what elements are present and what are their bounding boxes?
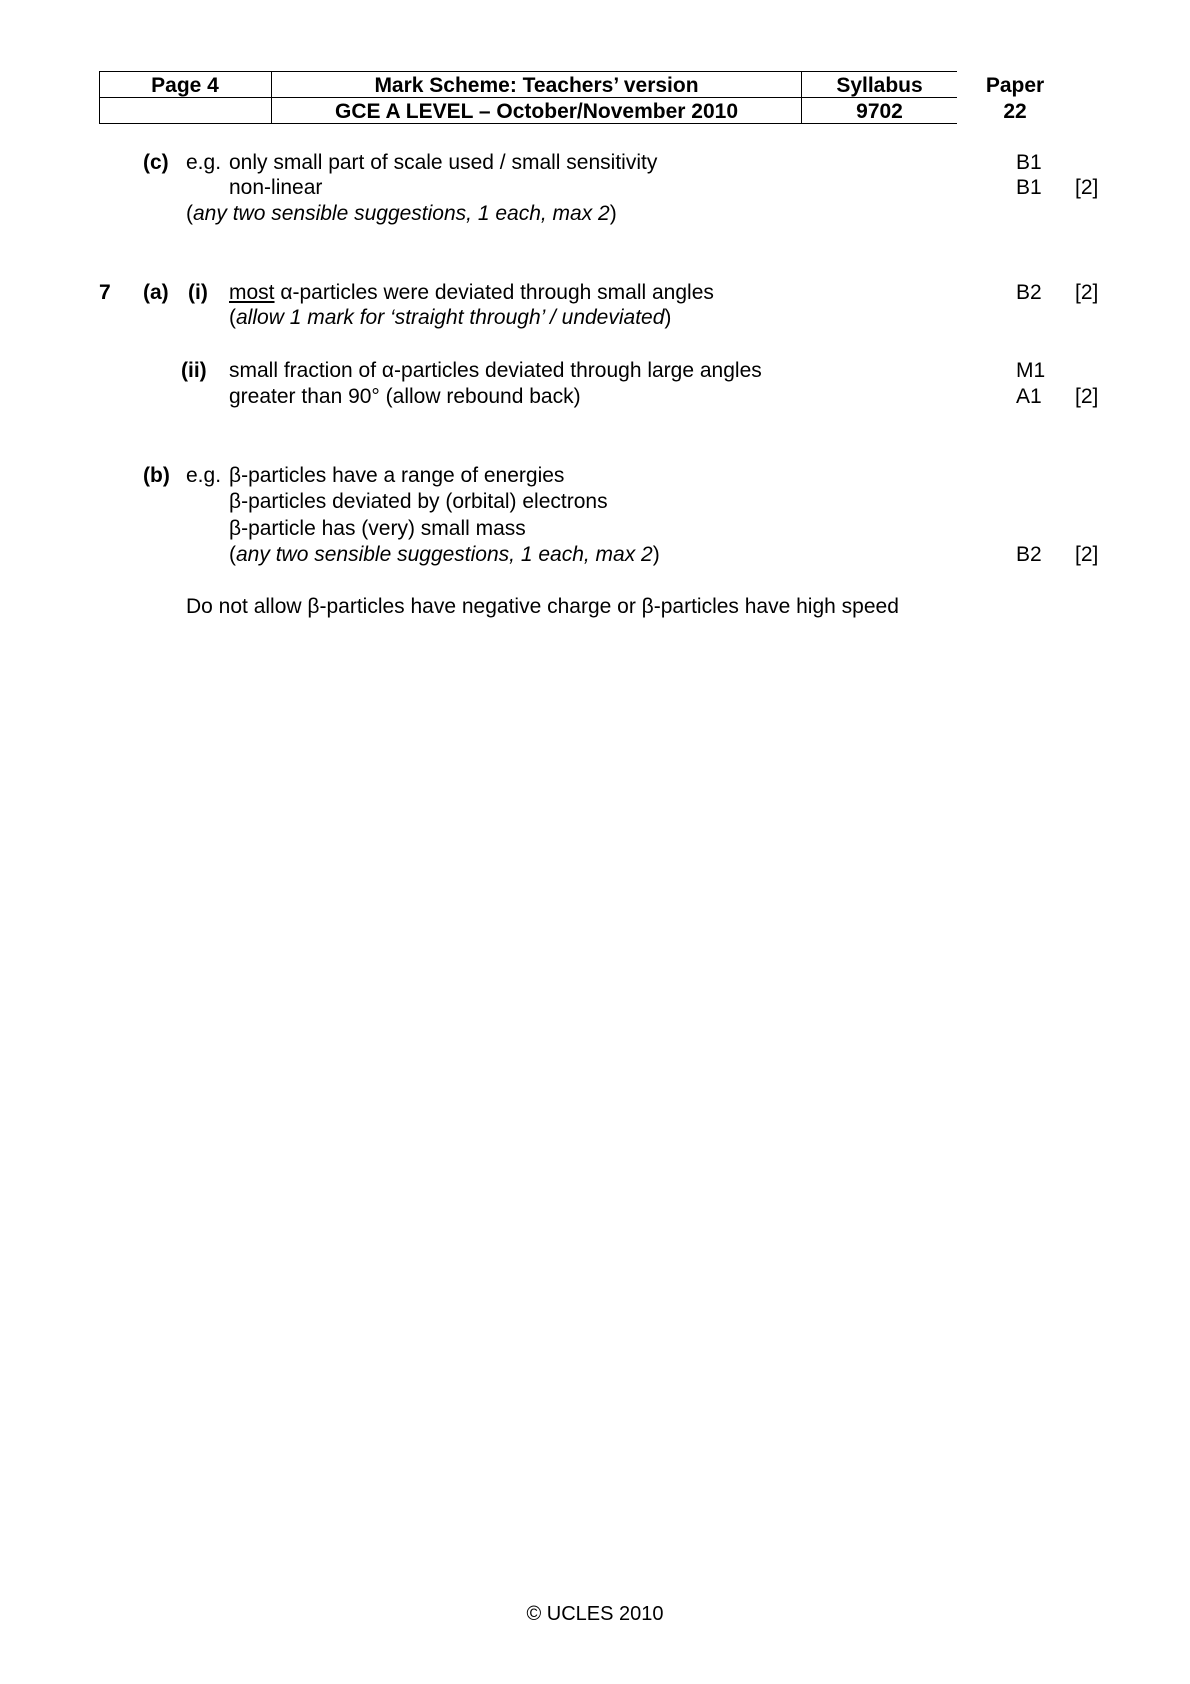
- q7b-eg: e.g.: [186, 464, 222, 487]
- page-label: Page 4: [151, 74, 219, 97]
- q7b-answer-line-3: β-particle has (very) small mass: [229, 517, 526, 540]
- q7b-part-label: (b): [143, 464, 170, 487]
- q7aii-mark-2: A1: [1016, 385, 1042, 408]
- q7ai-note: (allow 1 mark for ‘straight through’ / undeviated): [229, 306, 672, 329]
- q6c-note: (any two sensible suggestions, 1 each, max 2): [186, 202, 617, 225]
- exam-session: GCE A LEVEL – October/November 2010: [334, 100, 739, 123]
- q6c-answer-line-1: only small part of scale used / small sensitivity: [229, 151, 658, 174]
- q6c-mark-2: B1: [1016, 176, 1042, 199]
- q7ai-answer-line-1: most α-particles were deviated through small angles: [229, 281, 714, 304]
- document-title: Mark Scheme: Teachers’ version: [374, 74, 699, 97]
- q7a-part-label: (a): [143, 281, 169, 304]
- copyright-footer: © UCLES 2010: [526, 1603, 664, 1625]
- q7aii-answer-line-2: greater than 90° (allow rebound back): [229, 385, 581, 408]
- q7b-footnote: Do not allow β-particles have negative charge or β-particles have high speed: [186, 595, 899, 618]
- q7b-note: (any two sensible suggestions, 1 each, max 2): [229, 543, 660, 566]
- q7b-total: [2]: [1075, 543, 1099, 566]
- paper-label: Paper: [985, 74, 1045, 97]
- q7b-answer-line-1: β-particles have a range of energies: [229, 464, 565, 487]
- q7ai-total: [2]: [1075, 281, 1099, 304]
- header-table: [99, 71, 957, 124]
- syllabus-label: Syllabus: [836, 74, 923, 97]
- q6c-total: [2]: [1075, 176, 1099, 199]
- syllabus-code: 9702: [856, 100, 903, 123]
- q6c-eg: e.g.: [186, 151, 222, 174]
- q6c-part-label: (c): [143, 151, 169, 174]
- header-bottom-rule: [99, 123, 957, 124]
- q7ai-sub-label: (i): [188, 281, 208, 304]
- q7ai-mark: B2: [1016, 281, 1042, 304]
- q7aii-total: [2]: [1075, 385, 1099, 408]
- paper-number: 22: [1003, 100, 1027, 123]
- header-top-rule: [99, 71, 957, 72]
- q6c-mark-1: B1: [1016, 151, 1042, 174]
- q6c-answer-line-2: non-linear: [229, 176, 323, 199]
- header-middle-rule: [99, 97, 957, 98]
- q7aii-sub-label: (ii): [181, 359, 207, 382]
- q7aii-answer-line-1: small fraction of α-particles deviated through large angles: [229, 359, 762, 382]
- q7b-mark: B2: [1016, 543, 1042, 566]
- q7aii-mark-1: M1: [1016, 359, 1046, 382]
- q7b-answer-line-2: β-particles deviated by (orbital) electrons: [229, 490, 608, 513]
- q7-number: 7: [99, 281, 111, 304]
